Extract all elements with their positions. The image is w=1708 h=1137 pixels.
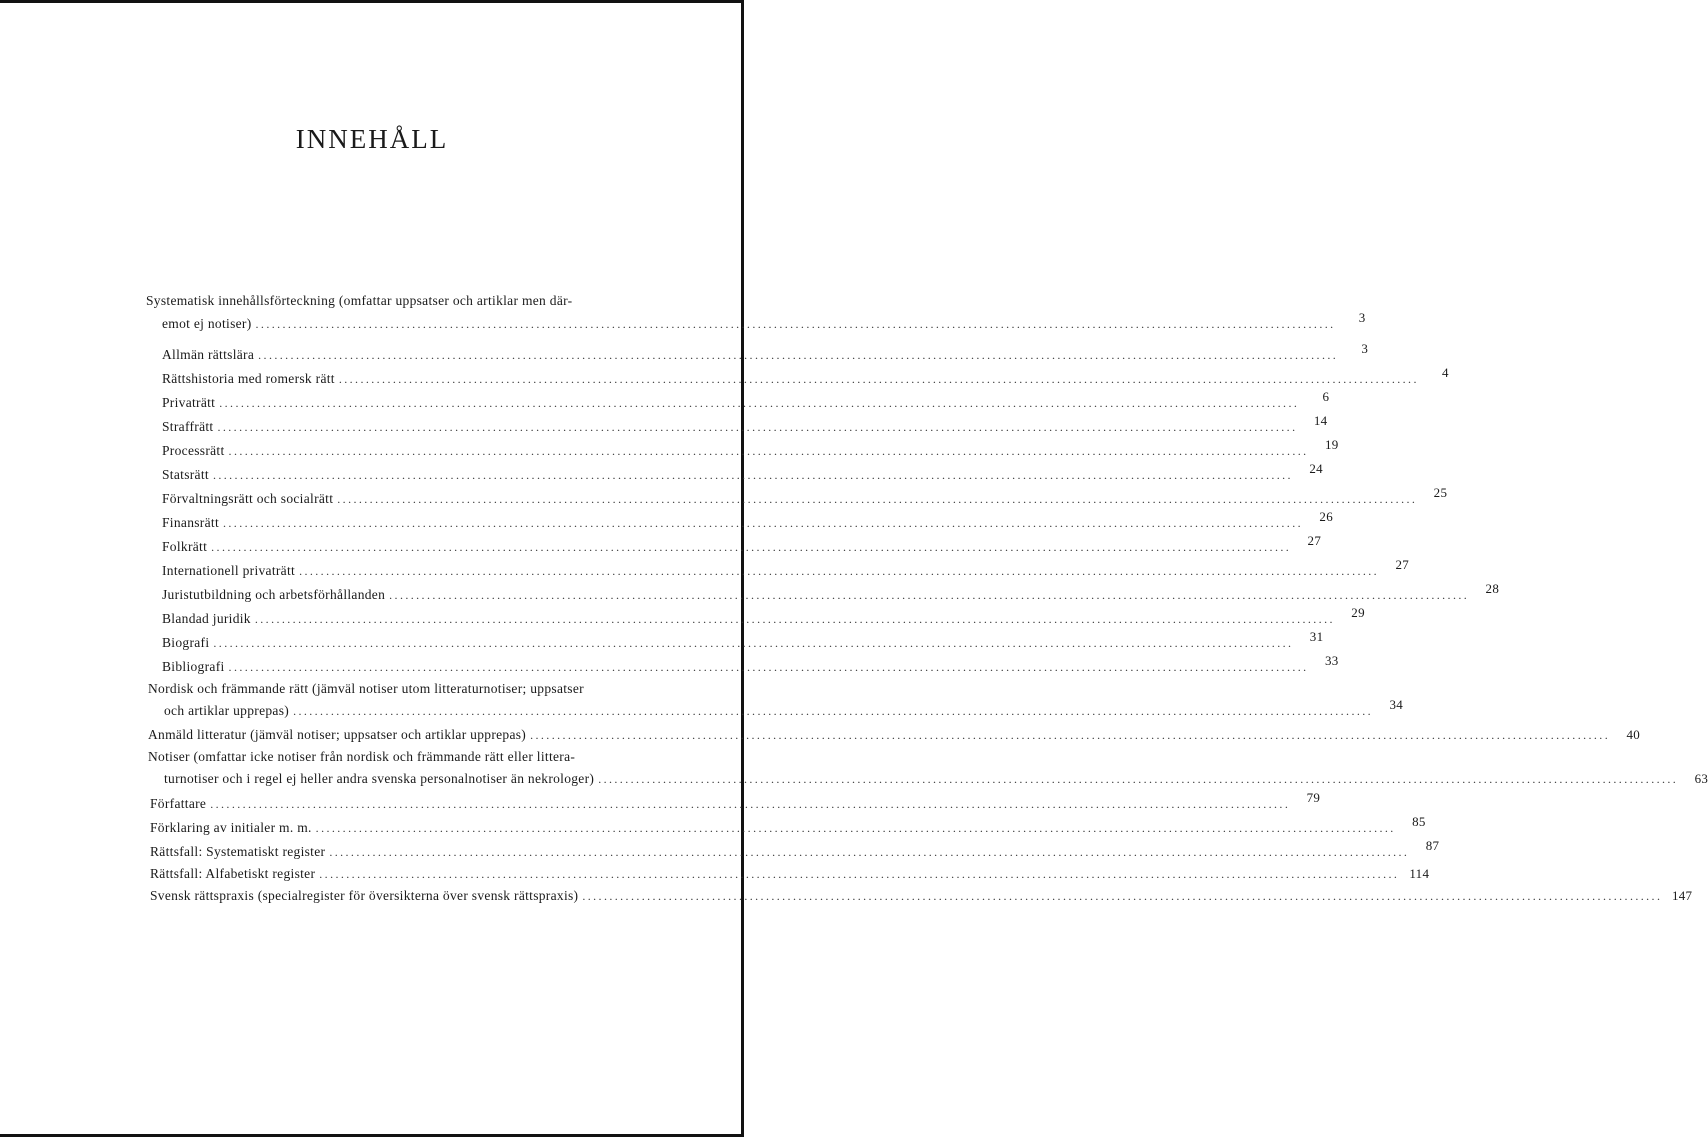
toc-entry-folkratt bbox=[162, 533, 1322, 556]
toc-entry-label: turnotiser och i regel ej heller andra svenska personalnotiser än nekrologer) bbox=[164, 771, 595, 786]
toc-entry-rattshistoria bbox=[162, 365, 1449, 388]
toc-entry-rattsfall-alfabetiskt bbox=[150, 865, 1430, 883]
dot-leader: ........................................................................................................................................................................................................ bbox=[217, 420, 1298, 434]
toc-entry-systematisk bbox=[146, 292, 642, 310]
page-number: 24 bbox=[1309, 461, 1323, 476]
dot-leader: ........................................................................................................................................................................................................ bbox=[299, 564, 1380, 578]
dot-leader: ........................................................................................................................................................................................................ bbox=[219, 396, 1300, 410]
toc-entry-svensk-rattspraxis bbox=[150, 887, 1693, 905]
toc-entry-label: Finansrätt bbox=[162, 515, 219, 530]
toc-entry-label: Blandad juridik bbox=[162, 611, 251, 626]
page-number: 27 bbox=[1307, 533, 1322, 548]
toc-entry-label: Biografi bbox=[162, 635, 210, 650]
page-number: 87 bbox=[1425, 838, 1440, 853]
dot-leader: ........................................................................................................................................................................................................ bbox=[338, 372, 1419, 386]
toc-entry-nordisk-line2 bbox=[164, 697, 1404, 720]
page-number: 4 bbox=[1442, 365, 1449, 380]
toc-entry-forklaring bbox=[150, 814, 1426, 837]
page-number: 19 bbox=[1324, 437, 1339, 452]
toc-entry-privatratt bbox=[162, 389, 1330, 412]
toc-entry-label: Förvaltningsrätt och socialrätt bbox=[162, 491, 334, 506]
dot-leader: ........................................................................................................................................................................................................ bbox=[211, 540, 1292, 554]
dot-leader: ........................................................................................................................................................................................................ bbox=[255, 317, 1336, 331]
page-number: 79 bbox=[1306, 790, 1321, 805]
dot-leader: ........................................................................................................................................................................................................ bbox=[319, 867, 1400, 881]
toc-entry-label: Internationell privaträtt bbox=[162, 563, 296, 578]
toc-entry-label: Författare bbox=[150, 796, 207, 811]
toc-entry-straffratt bbox=[162, 413, 1328, 436]
dot-leader: ........................................................................................................................................................................................................ bbox=[213, 636, 1294, 650]
dot-leader: ........................................................................................................................................................................................................ bbox=[223, 516, 1303, 530]
toc-entry-juristutbildning bbox=[162, 581, 1500, 604]
page-number: 6 bbox=[1322, 389, 1330, 404]
page-number: 147 bbox=[1671, 888, 1693, 903]
toc-entry-label: Bibliografi bbox=[162, 659, 225, 674]
toc-entry-biografi bbox=[162, 629, 1324, 652]
dot-leader: ........................................................................................................................................................................................................ bbox=[210, 797, 1291, 811]
dot-leader: ........................................................................................................................................................................................................ bbox=[315, 821, 1396, 835]
toc-entry-label: Folkrätt bbox=[162, 539, 208, 554]
toc-entry-bibliografi bbox=[162, 653, 1339, 676]
page-number: 33 bbox=[1324, 653, 1339, 668]
dot-leader: ........................................................................................................................................................................................................ bbox=[530, 728, 1611, 742]
dot-leader: ........................................................................................................................................................................................................ bbox=[329, 845, 1410, 859]
dot-leader: ........................................................................................................................................................................................................ bbox=[212, 468, 1293, 482]
toc-entry-allman-rattslara bbox=[162, 341, 1369, 364]
toc-entry-label: Allmän rättslära bbox=[162, 347, 255, 362]
toc-entry-forfattare bbox=[150, 790, 1321, 813]
toc-entry-label: Svensk rättspraxis (specialregister för översikterna över svensk rättspraxis) bbox=[150, 888, 579, 903]
toc-entry-label: Förklaring av initialer m. m. bbox=[150, 820, 312, 835]
page-number: 114 bbox=[1409, 866, 1430, 881]
dot-leader: ........................................................................................................................................................................................................ bbox=[254, 612, 1335, 626]
page-number: 29 bbox=[1351, 605, 1365, 620]
dot-leader: ........................................................................................................................................................................................................ bbox=[228, 444, 1309, 458]
toc-entry-label: Rättsfall: Systematiskt register bbox=[150, 844, 326, 859]
page-title: INNEHÅLL bbox=[295, 124, 449, 155]
page-number: 34 bbox=[1389, 697, 1404, 712]
page-number: 14 bbox=[1313, 413, 1328, 428]
dot-leader: ........................................................................................................................................................................................................ bbox=[228, 660, 1309, 674]
dot-leader: ........................................................................................................................................................................................................ bbox=[389, 588, 1470, 602]
toc-entry-label: Nordisk och främmande rätt (jämväl notiser utom litteraturnotiser; uppsatser bbox=[148, 681, 584, 696]
toc-entry-nordisk bbox=[148, 680, 680, 698]
page-number: 26 bbox=[1319, 509, 1333, 524]
toc-entry-finansratt bbox=[162, 509, 1333, 532]
dot-leader: ........................................................................................................................................................................................................ bbox=[293, 704, 1374, 718]
toc-entry-label: Statsrätt bbox=[162, 467, 209, 482]
page-number: 85 bbox=[1412, 814, 1426, 829]
page-number: 28 bbox=[1485, 581, 1500, 596]
dot-leader: ........................................................................................................................................................................................................ bbox=[337, 492, 1418, 506]
toc-entry-anmald-litteratur bbox=[148, 726, 1641, 744]
toc-entry-label: Privaträtt bbox=[162, 395, 216, 410]
page-number: 3 bbox=[1358, 310, 1366, 325]
toc-entry-label: Rättsfall: Alfabetiskt register bbox=[150, 866, 316, 881]
toc-entry-label: Rättshistoria med romersk rätt bbox=[162, 371, 335, 386]
toc-entry-label: Anmäld litteratur (jämväl notiser; uppsatser och artiklar upprepas) bbox=[148, 727, 527, 742]
toc-entry-forvaltningsratt bbox=[162, 485, 1448, 508]
toc-entry-label: Straffrätt bbox=[162, 419, 214, 434]
toc-entry-statsratt bbox=[162, 461, 1323, 484]
page-number: 63 bbox=[1694, 771, 1708, 786]
toc-entry-internationell-privatratt bbox=[162, 557, 1410, 580]
toc-entry-processratt bbox=[162, 437, 1339, 460]
page-number: 40 bbox=[1626, 727, 1641, 742]
toc-entry-label: Notiser (omfattar icke notiser från nordisk och främmande rätt eller littera- bbox=[148, 749, 576, 764]
page-number: 27 bbox=[1395, 557, 1410, 572]
toc-entry-rattsfall-systematiskt bbox=[150, 838, 1440, 861]
dot-leader: ........................................................................................................................................................................................................ bbox=[598, 772, 1679, 786]
toc-entry-label: emot ej notiser) bbox=[162, 316, 252, 331]
toc-entry-systematisk-line2 bbox=[162, 310, 1366, 333]
toc-entry-label: Processrätt bbox=[162, 443, 225, 458]
toc-entry-notiser bbox=[148, 748, 680, 766]
toc-entry-blandad-juridik bbox=[162, 605, 1365, 628]
dot-leader: ........................................................................................................................................................................................................ bbox=[582, 889, 1663, 903]
toc-entry-label: Juristutbildning och arbetsförhållanden bbox=[162, 587, 386, 602]
page-number: 3 bbox=[1361, 341, 1369, 356]
dot-leader: ........................................................................................................................................................................................................ bbox=[258, 348, 1339, 362]
toc-entry-label: Systematisk innehållsförteckning (omfattar uppsatser och artiklar men där- bbox=[146, 293, 573, 308]
page-number: 25 bbox=[1433, 485, 1448, 500]
page-number: 31 bbox=[1309, 629, 1324, 644]
toc-entry-notiser-line2 bbox=[164, 770, 1708, 788]
toc-entry-label: och artiklar upprepas) bbox=[164, 703, 290, 718]
